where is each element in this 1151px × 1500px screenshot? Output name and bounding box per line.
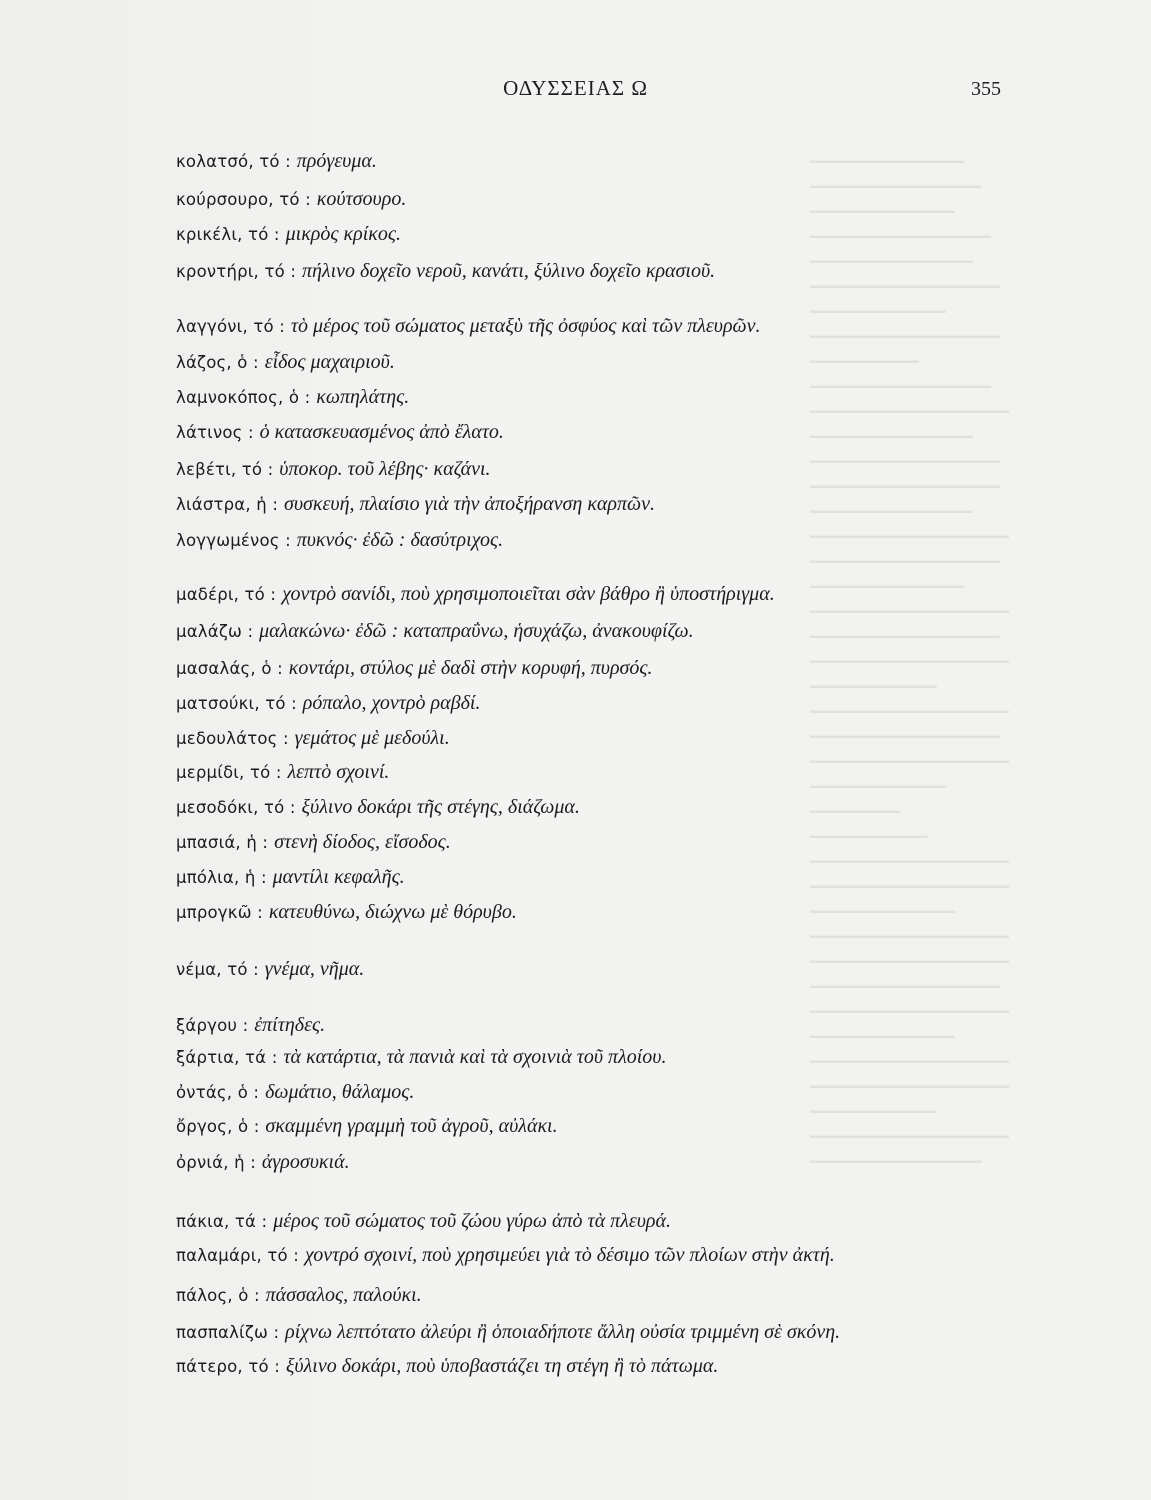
entry-headword: μαδέρι, τό :: [176, 585, 277, 604]
entry-headword: μαλάζω :: [176, 622, 254, 641]
entry-definition: σκαμμένη γραμμὴ τοῦ ἀγροῦ, αὐλάκι.: [265, 1115, 558, 1137]
glossary-entry: [176, 1283, 422, 1308]
entry-headword: κρικέλι, τό :: [176, 225, 280, 244]
glossary-entry: [176, 900, 517, 925]
glossary-entry: [176, 582, 775, 607]
entry-headword: λάτινος :: [176, 423, 254, 442]
entry-headword: ξάργου :: [176, 1016, 249, 1035]
entry-definition: ἀγροσυκιά.: [261, 1151, 350, 1173]
entry-headword: πάτερο, τό :: [176, 1357, 280, 1376]
glossary-entry: [176, 830, 451, 855]
entry-headword: ξάρτια, τά :: [176, 1048, 278, 1067]
glossary-entry: [176, 222, 401, 247]
entry-definition: μέρος τοῦ σώματος τοῦ ζώου γύρω ἀπὸ τὰ πλευρά.: [273, 1210, 672, 1232]
entry-definition: χοντρό σχοινί, ποὺ χρησιμεύει γιὰ τὸ δέσιμο τῶν πλοίων στὴν ἀκτή.: [304, 1244, 835, 1266]
entry-definition: πάσσαλος, παλούκι.: [265, 1284, 422, 1306]
entry-headword: ματσούκι, τό :: [176, 694, 297, 713]
entry-headword: κούρσουρο, τό :: [176, 190, 311, 209]
glossary-entry: [176, 492, 655, 517]
entry-definition: χοντρὸ σανίδι, ποὺ χρησιμοποιεῖται σὰν βάθρο ἢ ὑποστήριγμα.: [282, 583, 775, 605]
glossary-entry: [176, 795, 580, 820]
glossary-entry: [176, 457, 491, 482]
entry-definition: δωμάτιο, θάλαμος.: [265, 1081, 415, 1103]
entry-headword: λιάστρα, ἡ :: [176, 495, 279, 514]
entry-definition: μαντίλι κεφαλῆς.: [272, 866, 405, 888]
entry-definition: γεμάτος μὲ μεδούλι.: [294, 727, 450, 749]
entry-headword: μπασιά, ἡ :: [176, 833, 269, 852]
entry-definition: πρόγευμα.: [296, 150, 377, 172]
glossary-entry: [176, 259, 715, 284]
glossary-entry: [176, 1080, 414, 1105]
entry-headword: πάκια, τά :: [176, 1212, 268, 1231]
glossary-entry: [176, 760, 389, 785]
entry-headword: κολατσό, τό :: [176, 152, 291, 171]
glossary-entry: [176, 149, 377, 174]
entry-headword: μπρογκῶ :: [176, 903, 263, 922]
entry-definition: κωπηλάτης.: [316, 386, 410, 408]
entry-definition: πυκνός· ἐδῶ : δασύτριχος.: [296, 529, 504, 551]
entry-definition: μαλακώνω· ἐδῶ : καταπραΰνω, ἡσυχάζω, ἀνακουφίζω.: [259, 620, 694, 642]
glossary-entry: [176, 1150, 350, 1175]
glossary-entry: [176, 656, 653, 681]
glossary-entry: [176, 1320, 840, 1345]
entry-headword: μπόλια, ἡ :: [176, 868, 267, 887]
entry-definition: ὁ κατασκευασμένος ἀπὸ ἔλατο.: [259, 421, 504, 443]
glossary-entry: [176, 1209, 671, 1234]
glossary-entry: [176, 865, 405, 890]
entry-headword: κροντήρι, τό :: [176, 262, 297, 281]
entry-headword: μερμίδι, τό :: [176, 763, 282, 782]
glossary-entry: [176, 691, 480, 716]
glossary-entry: [176, 1013, 325, 1038]
glossary-entry: [176, 350, 395, 375]
bleed-through-text: ━━━━━━━━━━━━━━━━━ ━━━━━━━━━━━━━━━━━━━ ━━━━━━━━━━━━━━━━ ━━━━━━━━━━━━━━━━━━━━ ━━━━━━━━━━━━━━━━━━ ━━━━━━━━━━━━━━━━━━━━━ ━━━━━━━━━━━━━━━ ━━━━━━━━━━━━━━━━━━━━━ ━━━━━━━━━━━━ ━━━━━━━━━━━━━━━━━━━━ ━━━━━━━━━━━━━━━━━━━━━━ ━━━━━━━━━━━━━━━━━━ ━━━━━━━━━━━━━━━━━━━━━ ━━━━━━━━━━━━━━━━━━━━━ ━━━━━━━━━━━━━━━━━━ ━━━━━━━━━━━━━━━━━━━━━━ ━━━━━━━━━━━━━━━━━━━━━ ━━━━━━━━━━━━━━━━━ ━━━━━━━━━━━━━━━━━━━━━━ ━━━━━━━━━━━━━━━━━━━━━ ━━━━━━━━━━━━━━━━━━━━━━ ━━━━━━━━━━━━━━ ━━━━━━━━━━━━━━━━━━━━━━ ━━━━━━━━━━━━━━━━━━━━━ ━━━━━━━━━━━━━━━━━━━━━━ ━━━━━━━━━━━━━━━ ━━━━━━━━━━ ━━━━━━━━━━━━━ ━━━━━━━━━━━━━━━━━━━━━━ ━━━━━━━━━━━━━━━━━━━━━━ ━━━━━━━━━━━━━━━━ ━━━━━━━━━━━━━━━━━━━━━━ ━━━━━━━━━━━━━━━━━━━━━━ ━━━━━━━━━━━━━━━━━━━━━ ━━━━━━━━━━━━━━━━━━━━━━ ━━━━━━━━━━━━━━━━ ━━━━━━━━━━━━━━━━━━━━━━ ━━━━━━━━━━━━━━━━━━━━━━ ━━━━━━━━━━━━━━ ━━━━━━━━━━━━━━━━━━━━━━ ━━━━━━━━━━━━━━━━━━━: [810, 153, 1009, 1171]
entry-headword: παλαμάρι, τό :: [176, 1246, 300, 1265]
entry-headword: ὄργος, ὁ :: [176, 1117, 260, 1136]
entry-headword: ὀντάς, ὁ :: [176, 1083, 260, 1102]
entry-definition: ξύλινο δοκάρι τῆς στέγης, διάζωμα.: [301, 796, 580, 818]
glossary-entry: [176, 957, 364, 982]
entry-definition: κούτσουρο.: [316, 188, 407, 210]
entry-definition: ἐπίτηδες.: [254, 1014, 326, 1036]
glossary-entry: [176, 385, 409, 410]
entry-headword: λεβέτι, τό :: [176, 460, 274, 479]
entry-headword: λάζος, ὁ :: [176, 353, 259, 372]
entry-definition: ὑποκορ. τοῦ λέβης· καζάνι.: [279, 458, 491, 480]
entry-headword: πασπαλίζω :: [176, 1323, 280, 1342]
glossary-entry: [176, 726, 450, 751]
glossary-entry: [176, 1243, 835, 1268]
entry-headword: νέμα, τό :: [176, 960, 259, 979]
entry-headword: λαμνοκόπος, ὁ :: [176, 388, 311, 407]
entry-definition: κοντάρι, στύλος μὲ δαδὶ στὴν κορυφή, πυρσός.: [288, 657, 653, 679]
glossary-entry: [176, 528, 503, 553]
entry-headword: πάλος, ὁ :: [176, 1286, 260, 1305]
glossary-entry: [176, 314, 761, 339]
entry-definition: στενὴ δίοδος, εἴσοδος.: [274, 831, 451, 853]
glossary-entry: [176, 619, 694, 644]
entry-definition: ξύλινο δοκάρι, ποὺ ὑποβαστάζει τη στέγη ἢ τὸ πάτωμα.: [285, 1355, 719, 1377]
entry-definition: τὸ μέρος τοῦ σώματος μεταξὺ τῆς ὀσφύος καὶ τῶν πλευρῶν.: [290, 315, 761, 337]
entry-definition: τὰ κατάρτια, τὰ πανιὰ καὶ τὰ σχοινιὰ τοῦ πλοίου.: [283, 1046, 667, 1068]
entry-headword: μεδουλάτος :: [176, 729, 289, 748]
entry-headword: λογγωμένος :: [176, 531, 291, 550]
glossary-entry: [176, 187, 406, 212]
entry-headword: μεσοδόκι, τό :: [176, 798, 296, 817]
entry-definition: μικρὸς κρίκος.: [285, 223, 401, 245]
glossary-entry: [176, 1045, 666, 1070]
entry-definition: ρίχνω λεπτότατο ἀλεύρι ἢ ὁποιαδήποτε ἄλλη οὐσία τριμμένη σὲ σκόνη.: [285, 1321, 841, 1343]
glossary-entry: [176, 1354, 718, 1379]
entry-headword: λαγγόνι, τό :: [176, 317, 285, 336]
entry-definition: γνέμα, νῆμα.: [264, 958, 365, 980]
entry-definition: πήλινο δοχεῖο νεροῦ, κανάτι, ξύλινο δοχεῖο κρασιοῦ.: [301, 260, 716, 282]
entry-headword: ὀρνιά, ἡ :: [176, 1153, 256, 1172]
entry-headword: μασαλάς, ὁ :: [176, 659, 283, 678]
entry-definition: ρόπαλο, χοντρὸ ραβδί.: [302, 692, 481, 714]
entry-definition: κατευθύνω, διώχνω μὲ θόρυβο.: [268, 901, 517, 923]
entry-definition: συσκευή, πλαίσιο γιὰ τὴν ἀποξήρανση καρπῶν.: [284, 493, 656, 515]
glossary-entry: [176, 420, 504, 445]
entry-definition: λεπτὸ σχοινί.: [287, 761, 390, 783]
entry-definition: εἶδος μαχαιριοῦ.: [264, 351, 395, 373]
page-number: 355: [971, 78, 1001, 100]
glossary-entry: [176, 1114, 558, 1139]
running-head: ΟΔΥΣΣΕΙΑΣ Ω: [503, 76, 648, 100]
